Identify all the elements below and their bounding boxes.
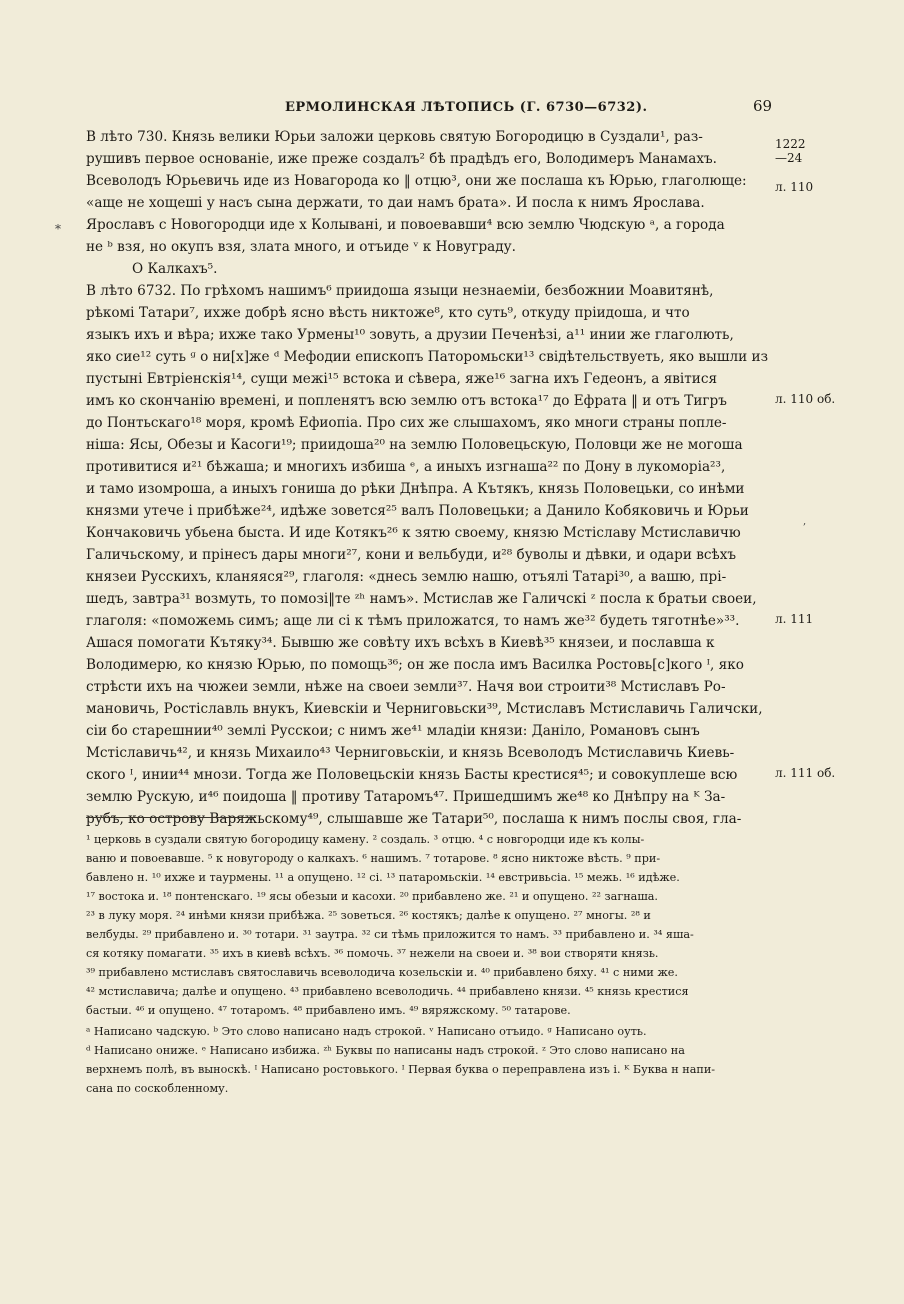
footnote-line: бавлено н. ¹⁰ ихже и таурмены. ¹¹ а опущено. ¹² сі. ¹³ патаромьскіи. ¹⁴ евстривьсіа. ¹⁵ межь. ¹⁶ идѣже. xyxy=(86,871,680,884)
text-line: рубъ, ко острову Варяжьскому⁴⁹, слышавше же Татари⁵⁰, послаша к нимъ послы своя, гла- xyxy=(86,811,742,827)
footnote-line: ¹ церковь в суздали святую богородицу камену. ² создаль. ³ отцю. ⁴ с новгородци иде къ колы- xyxy=(86,833,645,846)
text-line: землю Рускую, и⁴⁶ поидоша ‖ противу Татаромъ⁴⁷. Пришедшимъ же⁴⁸ ко Днѣпру на ᴷ За- xyxy=(86,789,726,805)
text-line: мановичь, Ростіславль внукъ, Киевскіи и Черниговьски³⁹, Мстиславъ Мстиславичь Галичски, xyxy=(86,701,763,717)
text-line: В лѣто 730. Князь велики Юрьи заложи церковь святую Богородицю в Суздали¹, раз- xyxy=(86,129,703,145)
margin-folio: л. 110 об. xyxy=(775,392,836,406)
text-line: глаголя: «поможемь симъ; аще ли сі к тѣмъ приложатся, то намъ же³² будеть тяготнѣе»³³. xyxy=(86,613,740,629)
text-line: до Понтьскаго¹⁸ моря, кромѣ Ефиопіа. Про сих же слышахомъ, яко многи страны попле- xyxy=(86,415,727,431)
footnote-line: ⁴² мстиславича; далѣе и опущено. ⁴³ прибавлено всеволодичь. ⁴⁴ прибавлено князи. ⁴⁵ князь крестися xyxy=(86,985,689,998)
text-line: князеи Русскихъ, кланяяся²⁹, глаголя: «днесь землю нашю, отъялі Татарі³⁰, а вашю, прі- xyxy=(86,569,727,585)
footnote-line: ¹⁷ востока и. ¹⁸ понтенскаго. ¹⁹ ясы обезыи и касохи. ²⁰ прибавлено же. ²¹ и опущено. ²² загнаша. xyxy=(86,890,658,903)
page-header xyxy=(0,97,904,124)
text-line: В лѣто 6732. По грѣхомъ нашимъ⁶ приидоша языци незнаеміи, безбожнии Моавитянѣ, xyxy=(86,283,714,299)
editorial-line: ᵃ Написано чадскую. ᵇ Это слово написано надъ строкой. ᵛ Написано отъидо. ᶢ Написано оуть. xyxy=(86,1025,647,1038)
text-line: Всеволодъ Юрьевичь иде из Новагорода ко ‖ отцю³, они же послаша къ Юрью, глаголюще: xyxy=(86,173,747,189)
text-line: Мстіславичь⁴², и князь Михаило⁴³ Черниговьскіи, и князь Всеволодъ Мстиславичь Киевь- xyxy=(86,745,735,761)
text-line: противитися и²¹ бѣжаша; и многихъ избиша ᵉ, а иныхъ изгнаша²² по Дону в лукоморіа²³, xyxy=(86,459,726,475)
text-line: Галичьскому, и прінесъ дары многи²⁷, кони и вельбуди, и²⁸ буволы и дѣвки, и одари всѣхъ xyxy=(86,547,737,563)
editorial-line: сана по соскобленному. xyxy=(86,1082,229,1095)
margin-folio: л. 111 об. xyxy=(775,766,836,780)
page-number: 69 xyxy=(753,97,773,115)
text-line: языкъ ихъ и вѣра; ихже тако Урмены¹⁰ зовуть, а друзии Печенѣзі, а¹¹ инии же глаголють, xyxy=(86,327,734,343)
text-line: Володимерю, ко князю Юрью, по помощь³⁶; он же посла имъ Василка Ростовь[с]кого ᴵ, яко xyxy=(86,657,744,673)
text-line: ского ᴵ, инии⁴⁴ мнози. Тогда же Половецьскіи князь Басты крестися⁴⁵; и совокуплешe всю xyxy=(86,767,738,783)
footnote-line: велбуды. ²⁹ прибавлено и. ³⁰ тотари. ³¹ заутра. ³² си тѣмь приложится то намъ. ³³ прибавлено и. ³⁴ яша- xyxy=(86,928,694,941)
text-line: рушивъ первое основаніе, иже преже создалъ² бѣ прадѣдъ его, Володимеръ Манамахъ. xyxy=(86,151,717,167)
text-line: Ярославъ с Новогородци иде х Колывані, и повоевавши⁴ всю землю Чюдскую ᵃ, а города xyxy=(86,217,725,233)
footnote-line: ²³ в луку моря. ²⁴ инѣми князи прибѣжа. ²⁵ зоветься. ²⁶ костякъ; далѣе к опущено. ²⁷ многы. ²⁸ и xyxy=(86,909,651,922)
text-line: шедъ, завтра³¹ возмуть, то помозі‖те ᶻʰ намъ». Мстислав же Галичскі ᶻ посла к братьи своеи, xyxy=(86,591,757,607)
text-line: сіи бо старешнии⁴⁰ землі Русскои; с нимъ же⁴¹ младіи князи: Даніло, Романовъ сынъ xyxy=(86,723,700,739)
stray-mark: , xyxy=(803,516,807,527)
text-line: «аще не хощеші у насъ сына держати, то даи намъ брата». И посла к нимъ Ярослава. xyxy=(86,195,705,211)
text-line: Кончаковичь убьена быста. И иде Котякъ²⁶ к зятю своему, князю Мстіславу Мстиславичю xyxy=(86,525,741,541)
text-line: и тамо изомроша, а иныхъ гониша до рѣки Днѣпра. А Кътякъ, князь Половецьки, со инѣми xyxy=(86,481,745,497)
text-line: ніша: Ясы, Обезы и Касоги¹⁹; приидоша²⁰ на землю Половецьскую, Половци же не могоша xyxy=(86,437,743,453)
section-heading: О Калкахъ⁵. xyxy=(132,261,218,277)
margin-folio: л. 110 xyxy=(775,180,814,194)
text-line: пустыні Евтріенскія¹⁴, сущи межі¹⁵ встока и сѣвера, яже¹⁶ загна ихъ Гедеонъ, а явітися xyxy=(86,371,718,387)
margin-year: —24 xyxy=(775,151,803,165)
text-line: стрѣсти ихъ на чюжеи земли, нѣже на своеи земли³⁷. Начя вои строити³⁸ Мстиславъ Ро- xyxy=(86,679,726,695)
running-title: ЕРМОЛИНСКАЯ ЛѢТОПИСЬ (Г. 6730—6732). xyxy=(285,100,648,115)
footnote-line: бастыи. ⁴⁶ и опущено. ⁴⁷ тотаромъ. ⁴⁸ прибавлено имъ. ⁴⁹ вяряжскому. ⁵⁰ татарове. xyxy=(86,1004,571,1017)
text-line: имъ ко скончанію времені, и попленятъ всю землю отъ встока¹⁷ до Ефрата ‖ и отъ Тигръ xyxy=(86,393,727,409)
footnote-rule xyxy=(86,817,256,818)
footnote-line: ваню и повоевавше. ⁵ к новугороду о калкахъ. ⁶ нашимъ. ⁷ тотарове. ⁸ ясно никтоже вѣсть. ⁹ при- xyxy=(86,852,661,865)
margin-folio: л. 111 xyxy=(775,612,814,626)
text-line: яко сие¹² суть ᶢ о ни[х]же ᵈ Мефодии епископъ Паторомьски¹³ свідѣтельствуеть, яко вышли из xyxy=(86,349,769,365)
footnote-line: ³⁹ прибавлено мстиславъ святославичь всеволодича козельскіи и. ⁴⁰ прибавлено бяху. ⁴¹ с ними же. xyxy=(86,966,678,979)
editorial-line: ᵈ Написано ониже. ᵉ Написано избижа. ᶻʰ Буквы по написаны надъ строкой. ᶻ Это слово написано на xyxy=(86,1044,685,1057)
footnote-line: ся котяку помагати. ³⁵ ихъ в киевѣ всѣхъ. ³⁶ помочь. ³⁷ нежели на своеи и. ³⁸ вои створяти князь. xyxy=(86,947,659,960)
text-line: князми утече і прибѣже²⁴, идѣже зовется²⁵ валъ Половецьки; а Данило Кобяковичь и Юрьи xyxy=(86,503,749,519)
margin-year: 1222 xyxy=(775,137,806,151)
stray-mark: * xyxy=(55,222,61,236)
text-line: не ᵇ взя, но окупъ взя, злата много, и отъиде ᵛ к Новуграду. xyxy=(86,239,516,255)
text-line: Ашася помогати Кътяку³⁴. Бывшю же совѣту ихъ всѣхъ в Киевѣ³⁵ князеи, и пославша к xyxy=(86,635,715,651)
editorial-line: верхнемъ полѣ, въ выноскѣ. ᴵ Написано ростовького. ᴵ Первая буква о переправлена изъ і. ᴷ Буква н напи- xyxy=(86,1063,716,1076)
text-line: рѣкомі Татари⁷, ихже добрѣ ясно вѣсть никтоже⁸, кто суть⁹, откуду пріидоша, и что xyxy=(86,305,690,321)
